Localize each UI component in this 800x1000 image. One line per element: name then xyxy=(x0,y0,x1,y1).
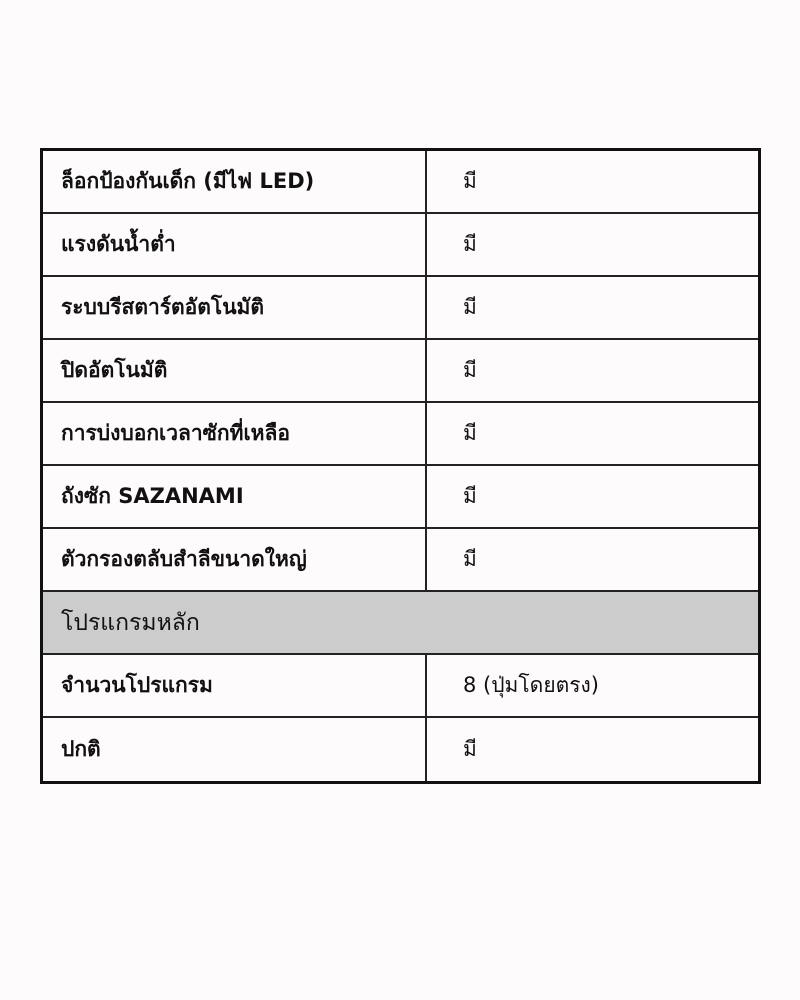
table-row xyxy=(43,655,758,718)
row-label: การบ่งบอกเวลาซักที่เหลือ xyxy=(43,403,427,464)
row-value: มี xyxy=(463,295,477,319)
row-label: แรงดันน้ำต่ำ xyxy=(43,214,427,275)
row-value: มี xyxy=(463,484,477,508)
table-row xyxy=(43,277,758,340)
row-label: ระบบรีสตาร์ตอัตโนมัติ xyxy=(43,277,427,338)
table-row xyxy=(43,529,758,592)
row-label: ล็อกป้องกันเด็ก (มีไฟ LED) xyxy=(43,151,427,212)
row-label: ตัวกรองตลับสำลีขนาดใหญ่ xyxy=(43,529,427,590)
row-value: มี xyxy=(463,547,477,571)
row-value: มี xyxy=(463,169,477,193)
row-value: มี xyxy=(463,421,477,445)
row-value: 8 (ปุ่มโดยตรง) xyxy=(463,673,599,697)
row-label: จำนวนโปรแกรม xyxy=(43,655,427,716)
table-row xyxy=(43,403,758,466)
row-label: ถังซัก SAZANAMI xyxy=(43,466,427,527)
row-value: มี xyxy=(463,232,477,256)
spec-table xyxy=(40,148,761,784)
table-row xyxy=(43,151,758,214)
section-header-row xyxy=(43,592,758,655)
row-label: ปิดอัตโนมัติ xyxy=(43,340,427,401)
row-value: มี xyxy=(463,737,477,761)
table-row xyxy=(43,214,758,277)
table-row xyxy=(43,340,758,403)
row-value: มี xyxy=(463,358,477,382)
row-label: ปกติ xyxy=(43,718,427,781)
table-row xyxy=(43,466,758,529)
section-title: โปรแกรมหลัก xyxy=(61,609,200,636)
table-row xyxy=(43,718,758,781)
